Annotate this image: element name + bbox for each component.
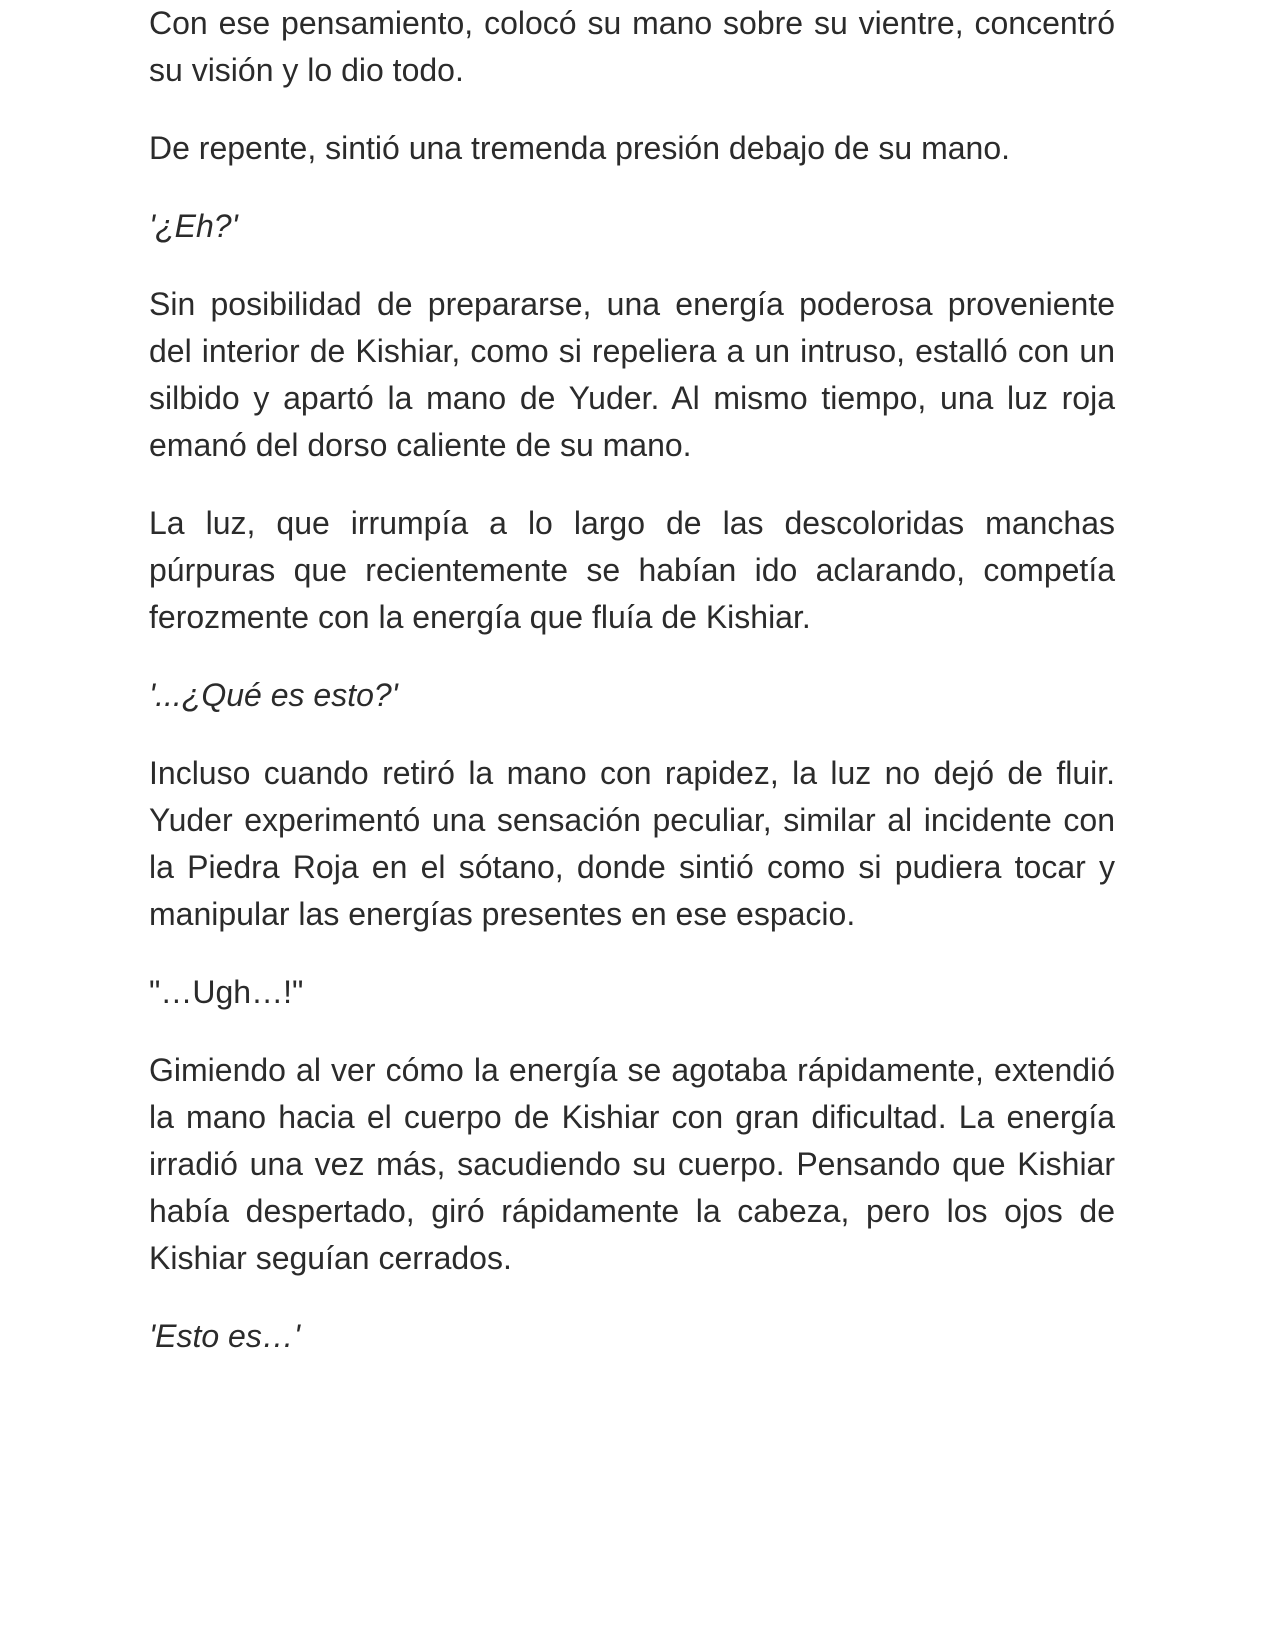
paragraph: Incluso cuando retiró la mano con rapidez, la luz no dejó de fluir. Yuder experimentó una sensación peculiar, similar al incidente con la Piedra Roja en el sótano, donde sintió como si pudiera tocar y manipular las energías presentes en ese espacio. [149,755,1115,932]
paragraph: Gimiendo al ver cómo la energía se agotaba rápidamente, extendió la mano hacia el cuerpo de Kishiar con gran dificultad. La energía irradió una vez más, sacudiendo su cuerpo. Pensando que Kishiar había despertado, giró rápidamente la cabeza, pero los ojos de Kishiar seguían cerrados. [149,1052,1115,1276]
inner-thought: 'Esto es…' [149,1318,300,1354]
paragraph: Sin posibilidad de prepararse, una energía poderosa proveniente del interior de Kishiar, como si repeliera a un intruso, estalló con un silbido y apartó la mano de Yuder. Al mismo tiempo, una luz roja emanó del dorso caliente de su mano. [149,286,1115,463]
paragraph: Con ese pensamiento, colocó su mano sobre su vientre, concentró su visión y lo dio todo. [149,5,1115,88]
dialogue-line: "…Ugh…!" [149,974,304,1010]
inner-thought: '¿Eh?' [149,208,238,244]
paragraph: De repente, sintió una tremenda presión debajo de su mano. [149,130,1010,166]
paragraph: La luz, que irrumpía a lo largo de las descoloridas manchas púrpuras que recientemente se habían ido aclarando, competía ferozmente con la energía que fluía de Kishiar. [149,505,1115,635]
document-page [149,0,1115,1391]
inner-thought: '...¿Qué es esto?' [149,677,398,713]
